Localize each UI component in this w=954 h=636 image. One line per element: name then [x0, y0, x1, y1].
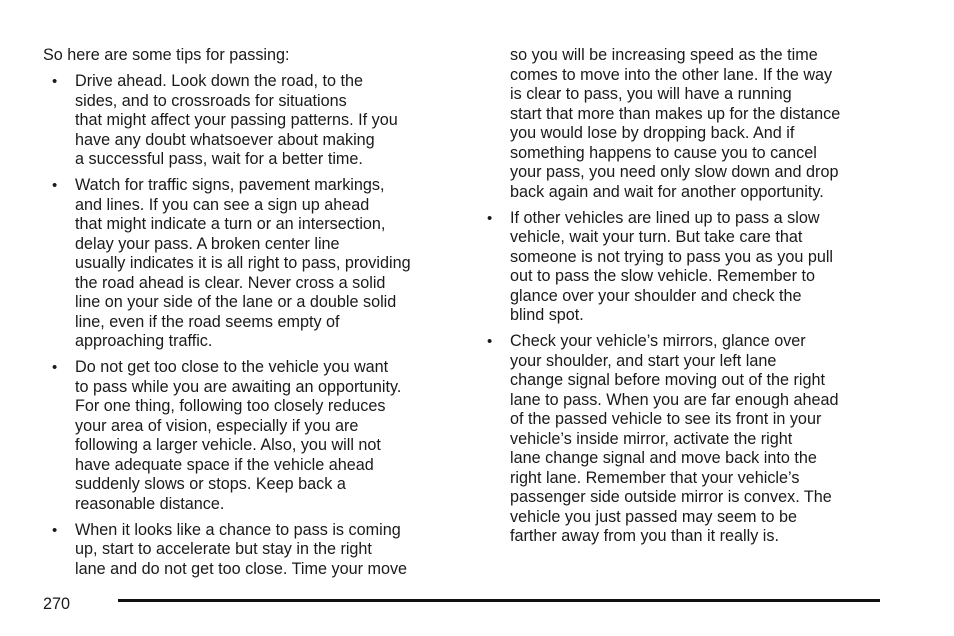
bullet-line: change signal before moving out of the right [510, 371, 825, 389]
continuation-line: start that more than makes up for the distance [510, 105, 841, 123]
bullet-line: of the passed vehicle to see its front in your [510, 410, 822, 428]
bullet-line: lane to pass. When you are far enough ahead [510, 391, 839, 409]
bullet-marker: • [487, 333, 493, 350]
bullet-line: that might affect your passing patterns. If you [75, 111, 398, 129]
bullet-line: right lane. Remember that your vehicle’s [510, 469, 800, 487]
bullet-line: following a larger vehicle. Also, you will not [75, 436, 381, 454]
bullet-line: glance over your shoulder and check the [510, 287, 802, 305]
bullet-line: When it looks like a chance to pass is coming [75, 521, 401, 539]
bullet-line: to pass while you are awaiting an opportunity. [75, 378, 402, 396]
bullet-marker: • [52, 73, 58, 90]
bullet-line: usually indicates it is all right to pass, providing [75, 254, 411, 272]
continuation-line: back again and wait for another opportunity. [510, 183, 824, 201]
bullet-line: a successful pass, wait for a better time. [75, 150, 363, 168]
bullet-line: Drive ahead. Look down the road, to the [75, 72, 363, 90]
bullet-line: and lines. If you can see a sign up ahead [75, 196, 370, 214]
bullet-marker: • [487, 210, 493, 227]
bullet-line: someone is not trying to pass you as you pull [510, 248, 834, 266]
bullet-line: vehicle you just passed may seem to be [510, 508, 798, 526]
bullet-line: have any doubt whatsoever about making [75, 131, 375, 149]
bullet-line: approaching traffic. [75, 332, 213, 350]
bullet-line: passenger side outside mirror is convex. The [510, 488, 832, 506]
bullet-marker: • [52, 359, 58, 376]
bullet-marker: • [52, 522, 58, 539]
bullet-line: your area of vision, especially if you are [75, 417, 359, 435]
bullet-line: Watch for traffic signs, pavement markings, [75, 176, 385, 194]
bullet-line: sides, and to crossroads for situations [75, 92, 347, 110]
bullet-line: line on your side of the lane or a double solid [75, 293, 397, 311]
bullet-line: vehicle’s inside mirror, activate the right [510, 430, 793, 448]
bullet-line: that might indicate a turn or an intersection, [75, 215, 386, 233]
continuation-line: is clear to pass, you will have a running [510, 85, 792, 103]
bullet-line: blind spot. [510, 306, 584, 324]
bullet-line: Do not get too close to the vehicle you want [75, 358, 389, 376]
continuation-line: your pass, you need only slow down and drop [510, 163, 839, 181]
continuation-line: you would lose by dropping back. And if [510, 124, 795, 142]
bullet-line: suddenly slows or stops. Keep back a [75, 475, 346, 493]
bullet-line: lane and do not get too close. Time your move [75, 560, 408, 578]
bullet-line: out to pass the slow vehicle. Remember to [510, 267, 816, 285]
footer-rule [118, 599, 880, 602]
bullet-line: the road ahead is clear. Never cross a solid [75, 274, 386, 292]
continuation-line: comes to move into the other lane. If the way [510, 66, 833, 84]
continuation-line: so you will be increasing speed as the time [510, 46, 818, 64]
page-number: 270 [43, 595, 71, 613]
bullet-line: your shoulder, and start your left lane [510, 352, 777, 370]
bullet-line: delay your pass. A broken center line [75, 235, 340, 253]
bullet-line: up, start to accelerate but stay in the right [75, 540, 372, 558]
bullet-line: have adequate space if the vehicle ahead [75, 456, 374, 474]
bullet-line: If other vehicles are lined up to pass a slow [510, 209, 820, 227]
bullet-line: For one thing, following too closely reduces [75, 397, 386, 415]
bullet-line: line, even if the road seems empty of [75, 313, 340, 331]
bullet-line: lane change signal and move back into the [510, 449, 817, 467]
intro-text: So here are some tips for passing: [43, 46, 290, 64]
bullet-line: Check your vehicle’s mirrors, glance over [510, 332, 806, 350]
continuation-line: something happens to cause you to cancel [510, 144, 817, 162]
bullet-marker: • [52, 177, 58, 194]
bullet-line: vehicle, wait your turn. But take care that [510, 228, 803, 246]
bullet-line: farther away from you than it really is. [510, 527, 779, 545]
bullet-line: reasonable distance. [75, 495, 225, 513]
